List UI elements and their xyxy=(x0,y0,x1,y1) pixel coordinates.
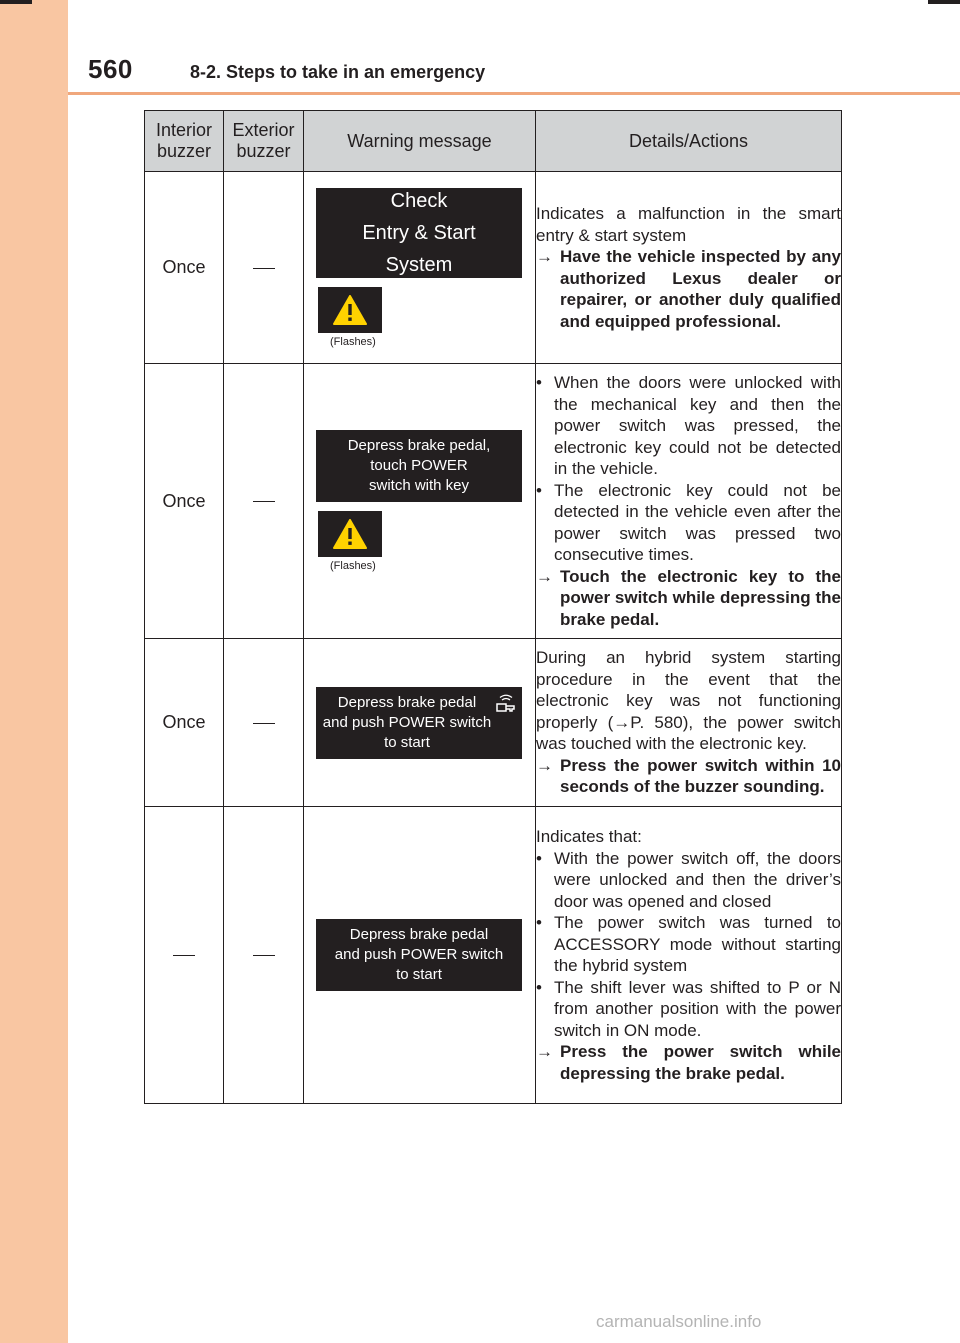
bullet-text: The power switch was turned to ACCESSORY mode without starting the hybrid system xyxy=(554,913,841,975)
action-item xyxy=(536,755,841,798)
bullet-text: When the doors were unlocked with the mechanical key and then the power switch was pressed, the electronic key could not be detected in the vehicle. xyxy=(554,373,841,478)
bullet-icon: • xyxy=(536,480,542,500)
details-cell xyxy=(536,807,842,1104)
arrow-icon: → xyxy=(536,247,553,266)
dash-mark xyxy=(173,955,195,956)
flashes-note: (Flashes) xyxy=(330,560,376,572)
electronic-key-icon xyxy=(494,693,516,715)
action-item xyxy=(536,1041,841,1084)
bullet-item xyxy=(536,372,841,480)
bullet-item xyxy=(536,848,841,913)
header-interior-buzzer: Interior buzzer xyxy=(145,111,224,172)
bullet-item xyxy=(536,480,841,566)
details-text: Indicates that: xyxy=(536,827,642,846)
dash-mark xyxy=(253,268,275,269)
warning-message-cell xyxy=(304,364,536,639)
table-row xyxy=(145,364,842,639)
header-rule xyxy=(68,92,960,95)
warning-triangle-icon xyxy=(333,295,367,325)
display-line: and push POWER switch xyxy=(334,946,504,963)
display-line: to start xyxy=(384,733,430,751)
bullet-icon: • xyxy=(536,848,542,868)
bullet-item xyxy=(536,912,841,977)
action-item xyxy=(536,246,841,332)
display-line: System xyxy=(385,253,453,276)
warning-buzzer-table xyxy=(144,110,842,1104)
table-row xyxy=(145,807,842,1104)
bullet-icon: • xyxy=(536,913,542,932)
dash-mark xyxy=(253,723,275,724)
table-row xyxy=(145,172,842,364)
bullet-text: The electronic key could not be detected in the vehicle even after the power switch was pressed two consecutive times. xyxy=(554,480,841,564)
action-item xyxy=(536,566,841,631)
display-message xyxy=(316,188,522,278)
interior-buzzer-cell: Once xyxy=(145,172,224,364)
exterior-buzzer-cell xyxy=(224,639,304,807)
details-cell xyxy=(536,172,842,364)
display-line: and push POWER switch xyxy=(322,713,492,731)
display-message xyxy=(316,919,522,991)
details-cell xyxy=(536,639,842,807)
dash-mark xyxy=(253,955,275,956)
bullet-item xyxy=(536,977,841,1042)
action-text: Have the vehicle inspected by any authorized Lexus dealer or repairer, or another duly qualified and equipped professional. xyxy=(560,247,841,331)
action-text: Touch the electronic key to the power switch while depressing the brake pedal. xyxy=(560,566,841,629)
header-warning-message: Warning message xyxy=(304,111,536,172)
header-details-actions: Details/Actions xyxy=(536,111,842,172)
details-cell xyxy=(536,364,842,639)
action-text: Press the power switch within 10 seconds of the buzzer sounding. xyxy=(560,755,841,797)
action-text: Press the power switch while depressing the brake pedal. xyxy=(560,1042,841,1083)
display-message xyxy=(316,430,522,502)
display-line: switch with key xyxy=(368,477,470,494)
bullet-icon: • xyxy=(536,977,542,997)
details-text: Indicates a malfunction in the smart entry & start system xyxy=(536,204,841,245)
display-line: Depress brake pedal xyxy=(337,693,477,711)
details-text: During an hybrid system starting procedure in the event that the electronic key was not functioning properly (→P. 580), the power switch was touched with the electronic key. xyxy=(536,648,841,754)
display-line: Depress brake pedal xyxy=(349,926,489,943)
exterior-buzzer-cell xyxy=(224,172,304,364)
table-header-row xyxy=(145,111,842,172)
exterior-buzzer-cell xyxy=(224,807,304,1104)
display-line: touch POWER xyxy=(370,457,468,474)
exterior-buzzer-cell xyxy=(224,364,304,639)
bullet-text: With the power switch off, the doors were unlocked and then the driver’s door was opened and closed xyxy=(554,848,841,911)
crop-mark-left xyxy=(0,0,32,4)
arrow-icon: → xyxy=(536,566,553,586)
header-exterior-buzzer: Exterior buzzer xyxy=(224,111,304,172)
bullet-icon: • xyxy=(536,373,542,392)
display-line: Entry & Start xyxy=(362,221,476,244)
warning-triangle-icon xyxy=(333,519,367,549)
interior-buzzer-cell xyxy=(145,807,224,1104)
warning-message-cell xyxy=(304,639,536,807)
arrow-icon: → xyxy=(536,1042,553,1061)
display-line: Depress brake pedal, xyxy=(347,437,491,454)
bullet-text: The shift lever was shifted to P or N from another position with the power switch in ON mode. xyxy=(554,977,841,1040)
dash-mark xyxy=(253,501,275,502)
display-line: Check xyxy=(390,189,448,212)
master-warning-indicator xyxy=(318,287,382,333)
warning-message-cell xyxy=(304,807,536,1104)
arrow-icon: → xyxy=(536,755,553,775)
section-title: 8-2. Steps to take in an emergency xyxy=(190,62,486,82)
display-message xyxy=(316,687,522,759)
interior-buzzer-cell: Once xyxy=(145,364,224,639)
crop-mark-right xyxy=(928,0,960,4)
master-warning-indicator xyxy=(318,511,382,557)
table-row xyxy=(145,639,842,807)
warning-message-cell xyxy=(304,172,536,364)
page-number: 560 xyxy=(88,54,133,84)
flashes-note: (Flashes) xyxy=(330,335,376,348)
watermark: carmanualsonline.info xyxy=(596,1312,762,1331)
interior-buzzer-cell: Once xyxy=(145,639,224,807)
display-line: to start xyxy=(396,966,442,983)
side-band xyxy=(0,0,68,1343)
